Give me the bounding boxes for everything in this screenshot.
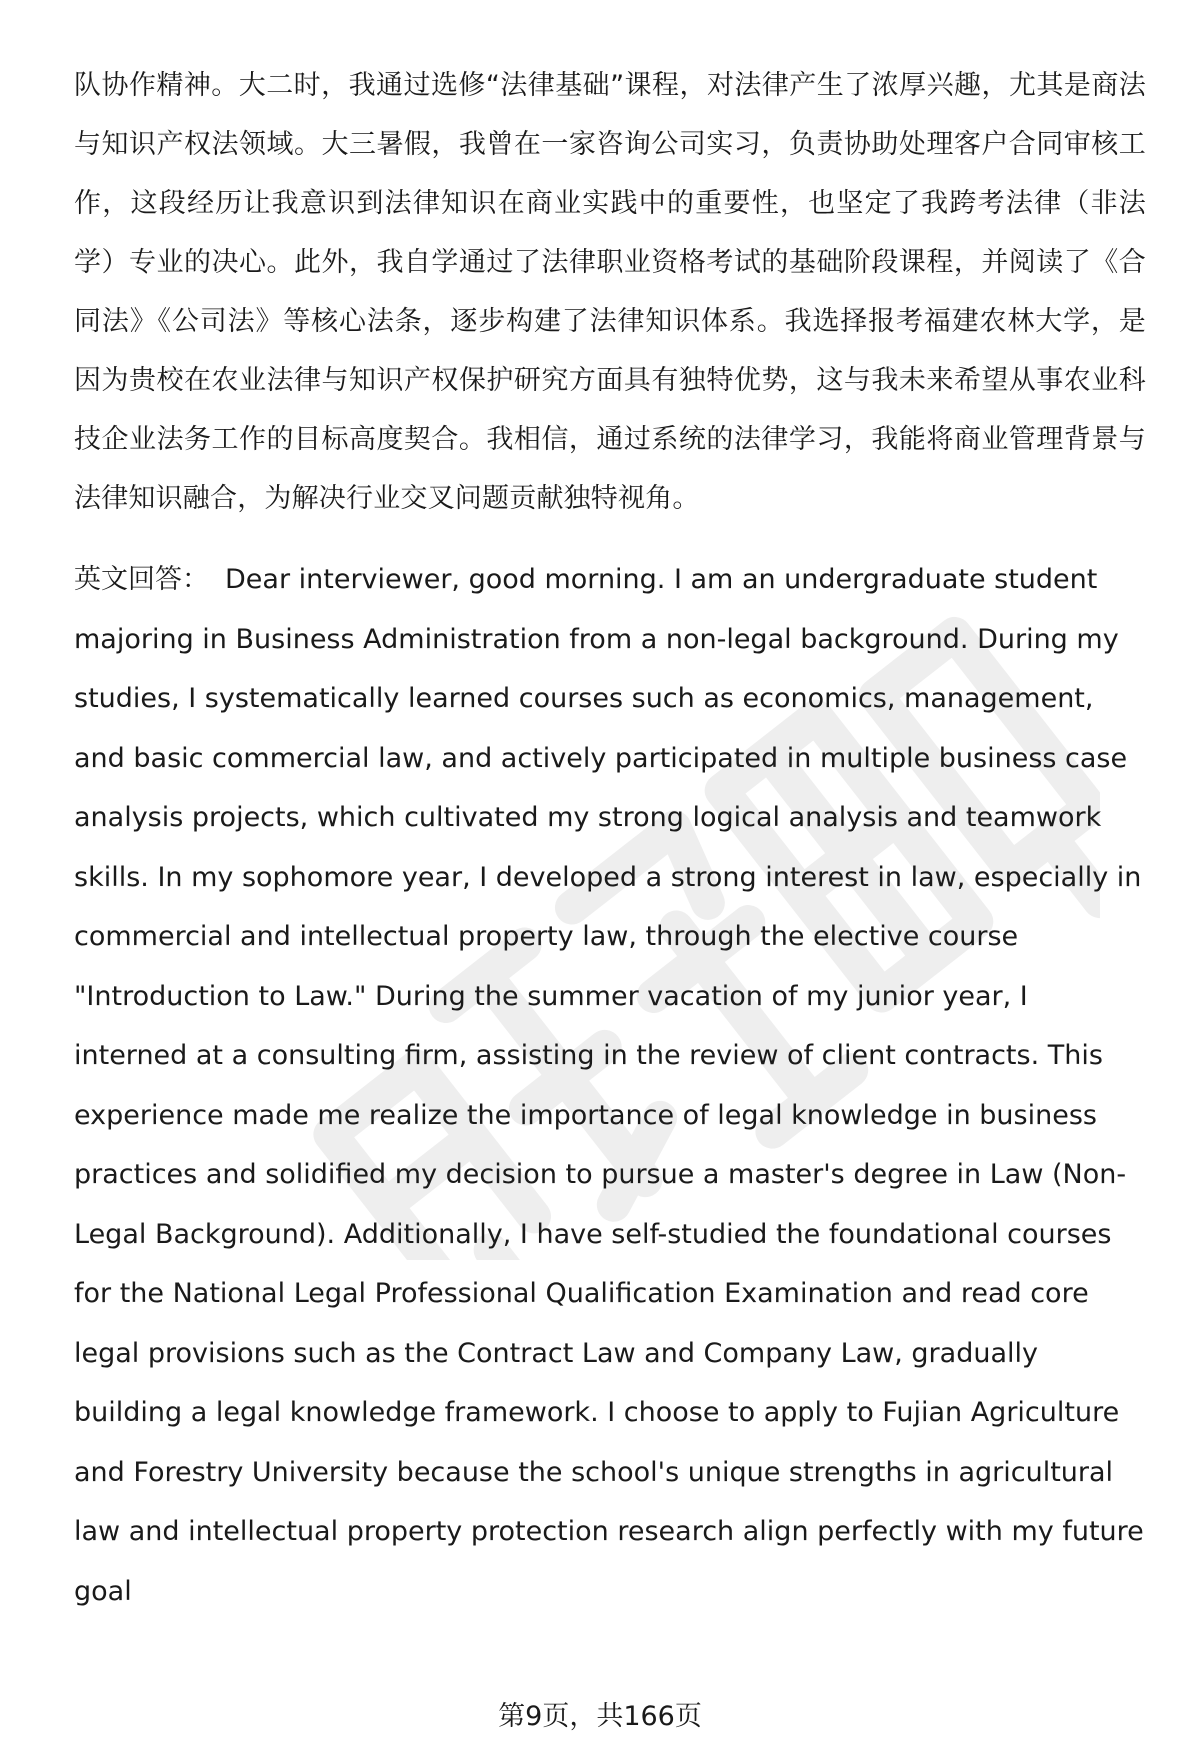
english-answer-paragraph [74,550,1146,1621]
english-answer-label: 英文回答： [74,564,209,595]
page-number-footer: 第9页，共166页 [498,1701,702,1732]
english-answer-text: Dear interviewer, good morning. I am an undergraduate student majoring in Business Administration from a non-legal background. During my studies, I systematically learned courses such as economics, management, and basic commercial law, and actively participated in multiple business case analysis projects, which cultivated my strong logical analysis and teamwork skills. In my sophomore year, I developed a strong interest in law, especially in commercial and intellectual property law, through the elective course "Introduction to Law." During the summer vacation of my junior year, I interned at a consulting firm, assisting in the review of client contracts. This experience made me realize the importance of legal knowledge in business practices and solidified my decision to pursue a master's degree in Law (Non-Legal Background). Additionally, I have self-studied the foundational courses for the National Legal Professional Qualification Examination and read core legal provisions such as the Contract Law and Company Law, gradually building a legal knowledge framework. I choose to apply to Fujian Agriculture and Forestry University because the school's unique strengths in agricultural law and intellectual property protection research align perfectly with my future goal [74,564,1144,1607]
document-body [74,56,1146,1621]
chinese-answer-paragraph: 队协作精神。大二时，我通过选修“法律基础”课程，对法律产生了浓厚兴趣，尤其是商法与知识产权法领域。大三暑假，我曾在一家咨询公司实习，负责协助处理客户合同审核工作，这段经历让我意识到法律知识在商业实践中的重要性，也坚定了我跨考法律（非法学）专业的决心。此外，我自学通过了法律职业资格考试的基础阶段课程，并阅读了《合同法》《公司法》等核心法条，逐步构建了法律知识体系。我选择报考福建农林大学，是因为贵校在农业法律与知识产权保护研究方面具有独特优势，这与我未来希望从事农业科技企业法务工作的目标高度契合。我相信，通过系统的法律学习，我能将商业管理背景与法律知识融合，为解决行业交叉问题贡献独特视角。 [74,70,1146,514]
